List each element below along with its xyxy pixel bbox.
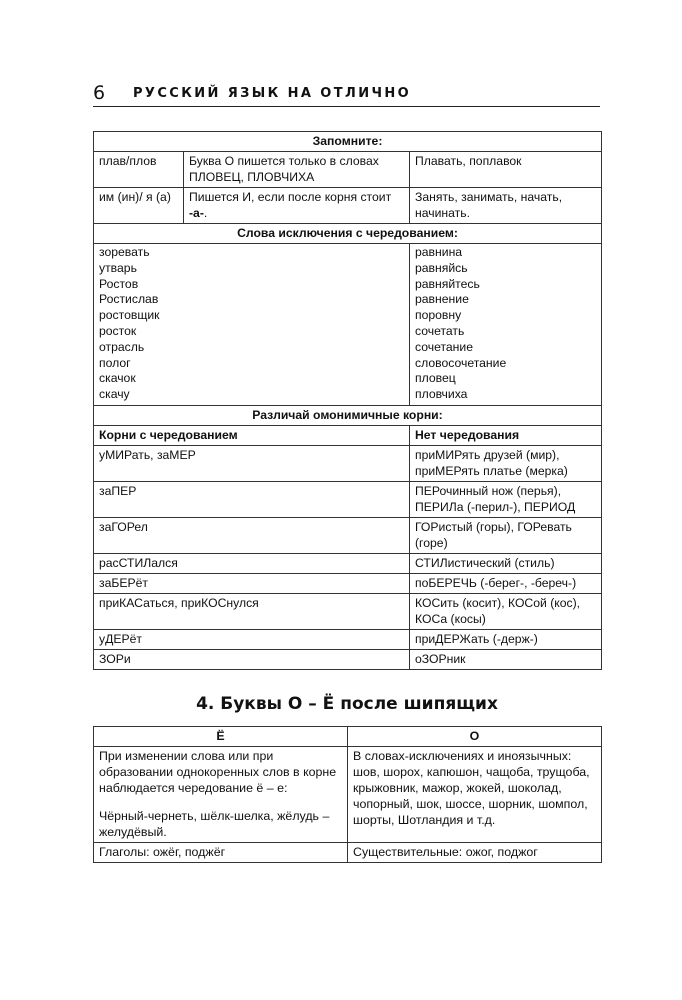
nouns-cell: Существительные: ожог, поджог — [348, 843, 602, 863]
examples-cell: Плавать, поплавок — [410, 152, 602, 188]
table-row — [94, 843, 602, 863]
rule-cell: Буква О пишется только в словах ПЛОВЕЦ, ПЛОВЧИХА — [184, 152, 410, 188]
root-cell: плав/плов — [94, 152, 184, 188]
table-row: ЗОРи оЗОРник — [94, 649, 602, 669]
table-row — [94, 747, 602, 843]
table-row: уДЕРёт приДЕРЖать (-держ-) — [94, 629, 602, 649]
col-header-yo: Ё — [94, 727, 348, 747]
verbs-cell: Глаголы: ожёг, поджёг — [94, 843, 348, 863]
root-cell: им (ин)/ я (а) — [94, 188, 184, 224]
homonyms-title: Различай омонимичные корни: — [94, 405, 602, 425]
table-row: уМИРать, заМЕР приМИРять друзей (мир), приМЕРять платье (мерка) — [94, 445, 602, 481]
remember-title: Запомните: — [94, 132, 602, 152]
yo-o-table — [93, 726, 602, 863]
section-title: 4. Буквы О – Ё после шипящих — [196, 694, 498, 714]
rules-table — [93, 131, 602, 670]
page-header — [93, 84, 600, 107]
col-header-no-alternation: Нет чередования — [410, 425, 602, 445]
running-title: РУССКИЙ ЯЗЫК НА ОТЛИЧНО — [133, 86, 412, 101]
table-row — [94, 188, 602, 224]
exceptions-title: Слова исключения с чередованием: — [94, 224, 602, 244]
page-number: 6 — [93, 82, 106, 104]
table-row: заБЕРёт поБЕРЕЧЬ (-берег-, -береч-) — [94, 573, 602, 593]
exceptions-right-list: равнина равняйсь равняйтесь равнение поровну сочетать сочетание словосочетание пловец пловчиха — [410, 244, 602, 406]
col-header-o: О — [348, 727, 602, 747]
o-rule-cell: В словах-исключениях и иноязычных: шов, шорох, капюшон, чащоба, трущоба, крыжовник, мажор, жокей, шоколад, чопорный, шок, шоссе, шорник, шомпол, шорты, Шотландия и т.д. — [348, 747, 602, 843]
yo-rule-cell: При изменении слова или при образовании однокоренных слов в корне наблюдается чередование ё – е: Чёрный-чернеть, шёлк-шелка, жёлудь – желудёвый. — [94, 747, 348, 843]
examples-cell: Занять, занимать, начать, начинать. — [410, 188, 602, 224]
exceptions-left-list: зоревать утварь Ростов Ростислав ростовщик росток отрасль полог скачок скачу — [94, 244, 410, 406]
rule-cell: Пишется И, если после корня стоит -а-. — [184, 188, 410, 224]
table-row: заГОРел ГОРистый (горы), ГОРевать (горе) — [94, 517, 602, 553]
table-row: приКАСаться, приКОСнулся КОСить (косит), КОСой (кос), КОСа (косы) — [94, 593, 602, 629]
table-row — [94, 152, 602, 188]
col-header-alternating: Корни с чередованием — [94, 425, 410, 445]
table-row: расСТИЛался СТИЛистический (стиль) — [94, 553, 602, 573]
table-row: заПЕР ПЕРочинный нож (перья), ПЕРИЛа (-перил-), ПЕРИОД — [94, 481, 602, 517]
